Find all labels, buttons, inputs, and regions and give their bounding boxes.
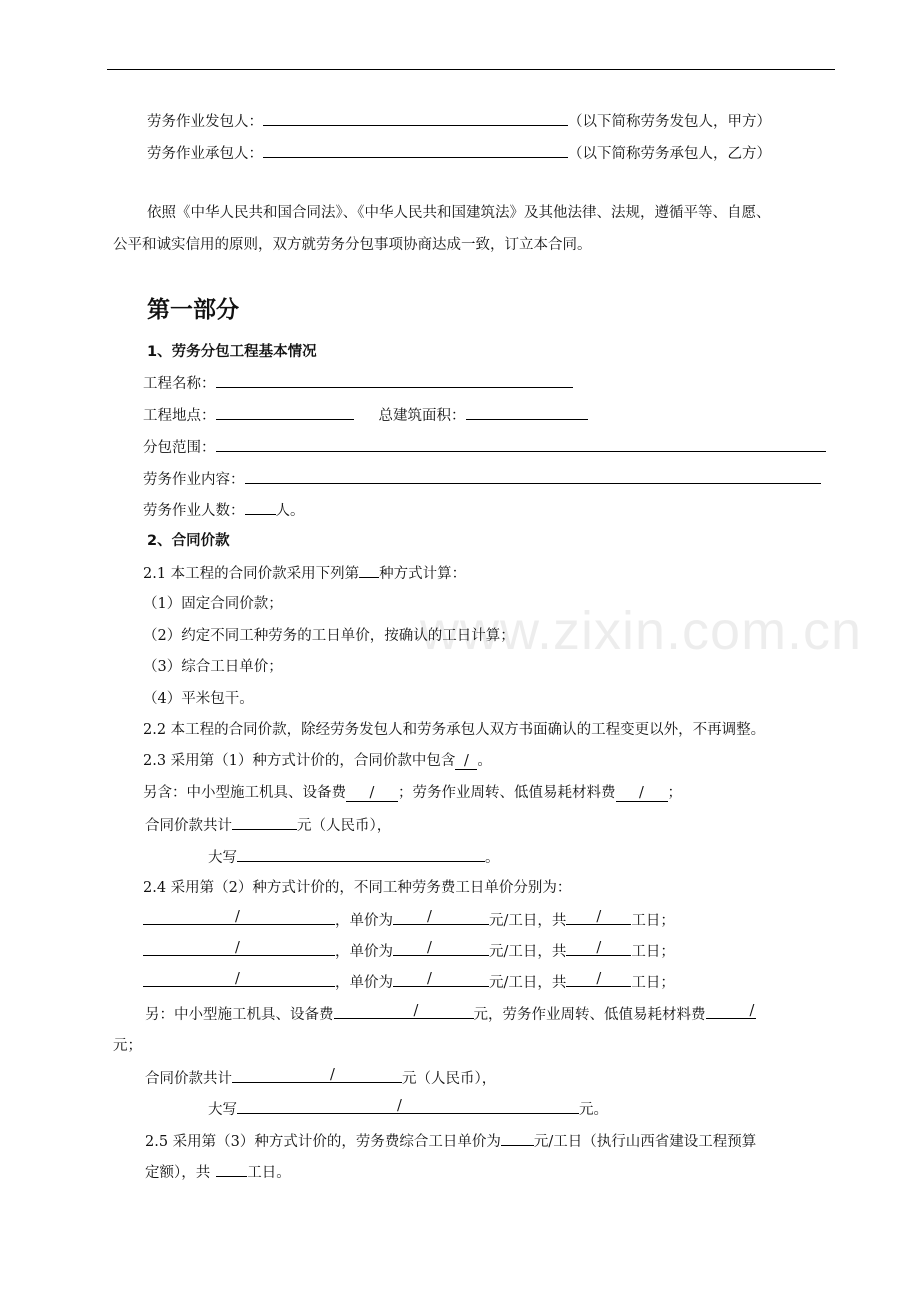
total-area-blank[interactable]: [466, 405, 588, 420]
clause-2-5-text-end: 元/工日（执行山西省建设工程预算: [533, 1134, 757, 1150]
daxie-blank[interactable]: [237, 847, 485, 862]
unit-price-blank[interactable]: [393, 972, 489, 987]
daxie-label-2: 大写: [208, 1102, 237, 1118]
clause-2-4-extra-end: 元；: [113, 1038, 142, 1054]
extra-costs-mid: ；劳务作业周转、低值易耗材料费: [398, 785, 616, 801]
part-title: 第一部分: [147, 297, 239, 323]
labor-count-label: 劳务作业人数：: [143, 503, 245, 519]
scope-line: [143, 437, 826, 458]
scope-blank[interactable]: [216, 437, 826, 452]
days-blank[interactable]: [566, 941, 631, 956]
total-price-label: 合同价款共计: [145, 818, 232, 834]
slash: /: [427, 940, 432, 956]
project-site-line: [143, 405, 588, 426]
total-price-unit: 元（人民币），: [297, 818, 392, 834]
daxie-line-2: [208, 1099, 608, 1120]
contractor-note: （以下简称劳务承包人，乙方）: [568, 146, 771, 162]
unit-price-row: [143, 972, 675, 993]
option-1: （1）固定合同价款；: [143, 596, 283, 612]
labor-content-blank[interactable]: [245, 469, 821, 484]
daxie-label: 大写: [208, 850, 237, 866]
project-name-line: [143, 373, 573, 394]
days-blank[interactable]: [566, 910, 631, 925]
total-price-blank-2[interactable]: [232, 1068, 402, 1083]
preamble-line-1: 依照《中华人民共和国合同法》、《中华人民共和国建筑法》及其他法律、法规，遵循平等、自愿、: [147, 205, 771, 221]
daxie-end-2: 元。: [579, 1102, 608, 1118]
clause-2-1: [143, 563, 466, 584]
labor-content-label: 劳务作业内容：: [143, 472, 245, 488]
trade-blank[interactable]: [143, 941, 335, 956]
section-2-title: 2、合同价款: [147, 533, 230, 549]
unit-price-blank[interactable]: [393, 941, 489, 956]
slash: /: [235, 971, 240, 987]
extra-costs-line: [143, 783, 682, 803]
slash: /: [413, 1003, 419, 1019]
clause-2-5-line2-end: 工日。: [247, 1165, 291, 1181]
total-price-label-2: 合同价款共计: [145, 1071, 232, 1087]
slash: /: [596, 971, 602, 987]
contractor-blank[interactable]: [263, 143, 568, 158]
option-4: （4）平米包干。: [143, 691, 254, 707]
clause-2-1-text: 2.1 本工程的合同价款采用下列第: [143, 566, 360, 582]
daxie-end: 。: [485, 850, 500, 866]
slash: /: [235, 940, 240, 956]
section-1-title: 1、劳务分包工程基本情况: [147, 344, 317, 360]
slash: /: [427, 909, 432, 925]
total-price-blank[interactable]: [232, 815, 297, 830]
scope-label: 分包范围：: [143, 440, 216, 456]
total-price-line: [145, 815, 391, 836]
contractor-label: 劳务作业承包人：: [147, 146, 263, 162]
slash: /: [596, 909, 602, 925]
project-site-label: 工程地点：: [143, 408, 216, 424]
clause-2-3-blank[interactable]: /: [455, 753, 477, 770]
clause-2-4-extra: [145, 1004, 756, 1025]
trade-blank[interactable]: [143, 910, 335, 925]
slash: /: [235, 909, 240, 925]
unit-price-blank[interactable]: [393, 910, 489, 925]
employer-blank[interactable]: [263, 111, 568, 126]
labor-count-line: [143, 500, 305, 521]
daily-rate-blank[interactable]: [501, 1131, 534, 1146]
days-label: 工日；: [631, 975, 675, 991]
clause-2-5-line2-text: 定额），共: [145, 1165, 211, 1181]
employer-line: [147, 111, 771, 132]
project-name-blank[interactable]: [216, 373, 573, 388]
daxie-blank-2[interactable]: [237, 1099, 579, 1114]
clause-2-4-extra-text: 另：中小型施工机具、设备费: [145, 1007, 334, 1023]
employer-label: 劳务作业发包人：: [147, 114, 263, 130]
contractor-line: [147, 143, 771, 164]
extra-costs-end: ；: [667, 785, 682, 801]
total-price-unit-2: 元（人民币），: [402, 1071, 497, 1087]
equipment-fee-blank[interactable]: /: [346, 785, 398, 802]
workdays-blank[interactable]: [216, 1162, 247, 1177]
clause-2-1-text-end: 种方式计算：: [379, 566, 467, 582]
clause-2-3-text: 2.3 采用第（1）种方式计价的，合同价款中包含: [143, 753, 456, 769]
project-site-blank[interactable]: [216, 405, 354, 420]
extra-costs-text: 另含：中小型施工机具、设备费: [143, 785, 346, 801]
slash: /: [330, 1067, 335, 1083]
unit-price-row: [143, 910, 675, 931]
labor-count-blank[interactable]: [245, 500, 276, 515]
days-blank[interactable]: [566, 972, 631, 987]
header-rule: [107, 69, 835, 70]
daxie-line: [208, 847, 500, 868]
days-label: 工日；: [631, 913, 675, 929]
preamble-line-2: 公平和诚实信用的原则，双方就劳务分包事项协商达成一致，订立本合同。: [113, 237, 592, 253]
equipment-fee-blank-2[interactable]: [334, 1004, 474, 1019]
clause-2-5: [145, 1131, 756, 1152]
employer-note: （以下简称劳务发包人，甲方）: [568, 114, 771, 130]
slash: /: [596, 940, 602, 956]
total-price-line-2: [145, 1068, 496, 1089]
watermark: www.zixin.com.cn: [420, 601, 863, 661]
unit-price-label: ，单价为: [335, 975, 393, 991]
option-3: （3）综合工日单价；: [143, 659, 283, 675]
unit-price-row: [143, 941, 675, 962]
materials-fee-blank-2[interactable]: [706, 1004, 756, 1019]
unit-price-unit: 元/工日，共: [489, 913, 567, 929]
option-2: （2）约定不同工种劳务的工日单价，按确认的工日计算；: [143, 628, 515, 644]
clause-2-4: 2.4 采用第（2）种方式计价的，不同工种劳务费工日单价分别为：: [143, 880, 572, 896]
clause-2-3-end: 。: [477, 753, 492, 769]
slash: /: [749, 1003, 755, 1019]
slash: /: [427, 971, 432, 987]
unit-price-label: ，单价为: [335, 913, 393, 929]
clause-2-4-extra-mid: 元，劳务作业周转、低值易耗材料费: [473, 1007, 706, 1023]
project-name-label: 工程名称：: [143, 376, 216, 392]
clause-2-2: 2.2 本工程的合同价款，除经劳务发包人和劳务承包人双方书面确认的工程变更以外，不再调整。: [143, 722, 766, 738]
materials-fee-blank[interactable]: /: [616, 785, 668, 802]
unit-price-unit: 元/工日，共: [489, 944, 567, 960]
clause-2-3: [143, 751, 492, 771]
days-label: 工日；: [631, 944, 675, 960]
trade-blank[interactable]: [143, 972, 335, 987]
clause-2-5-text: 2.5 采用第（3）种方式计价的，劳务费综合工日单价为: [145, 1134, 501, 1150]
labor-count-unit: 人。: [275, 503, 305, 519]
slash: /: [397, 1098, 402, 1114]
labor-content-line: [143, 469, 821, 490]
clause-2-1-blank[interactable]: [359, 563, 379, 578]
clause-2-5-line-2: [145, 1162, 291, 1183]
unit-price-unit: 元/工日，共: [489, 975, 567, 991]
unit-price-label: ，单价为: [335, 944, 393, 960]
total-area-label: 总建筑面积：: [378, 408, 466, 424]
